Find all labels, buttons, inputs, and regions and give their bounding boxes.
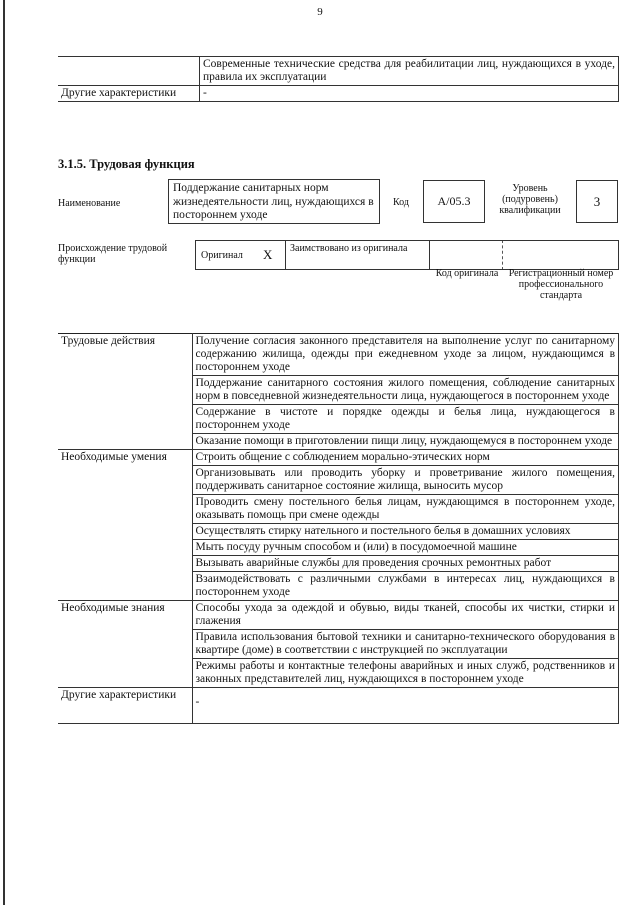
list-item: Получение согласия законного представителя на выполнение услуг по санитарному содержанию жилища, одежды при ежедневном уходе за лицом, нуждающимся в постороннем уходе	[192, 334, 619, 376]
origin-label: Происхождение трудовой функции	[58, 243, 168, 265]
row-label: Другие характеристики	[58, 86, 200, 102]
table-row	[58, 86, 619, 102]
table-row	[58, 57, 619, 86]
function-code-value: А/05.3	[437, 194, 471, 208]
level-label: Уровень (подуровень) квалификации	[499, 183, 561, 216]
function-name-box	[168, 179, 380, 224]
row-text: -	[200, 86, 619, 102]
list-item: Проводить смену постельного белья лицам, нуждающимся в постороннем уходе, оказывать помощь при смене одежды	[192, 495, 619, 524]
list-item: -	[192, 688, 619, 724]
list-item: Мыть посуду ручным способом и (или) в посудомоечной машине	[192, 540, 619, 556]
name-label: Наименование	[58, 198, 121, 209]
continued-requirements-table	[58, 56, 619, 102]
original-cell	[195, 240, 286, 270]
row-label	[58, 57, 200, 86]
page-number: 9	[317, 6, 323, 18]
qualification-level-value: 3	[593, 194, 601, 209]
list-item: Правила использования бытовой техники и санитарно-технического оборудования в квартире (доме) в соответствии с инструкцией по эксплуатации	[192, 630, 619, 659]
table-row	[58, 450, 619, 466]
code-original-label: Код оригинала	[435, 268, 499, 279]
list-item: Содержание в чистоте и порядке одежды и белья лица, нуждающегося в постороннем уходе	[192, 405, 619, 434]
list-item: Организовывать или проводить уборку и проветривание жилого помещения, поддерживать санитарное состояние жилища, выносить мусор	[192, 466, 619, 495]
category-required-skills: Необходимые умения	[58, 450, 192, 601]
list-item: Оказание помощи в приготовлении пищи лицу, нуждающемуся в постороннем уходе	[192, 434, 619, 450]
function-code-box	[423, 180, 485, 223]
list-item: Вызывать аварийные службы для проведения срочных ремонтных работ	[192, 556, 619, 572]
qualification-level-box	[576, 180, 618, 223]
reg-number-cell	[502, 240, 619, 270]
table-row	[58, 688, 619, 724]
reg-number-label: Регистрационный номер профессионального стандарта	[508, 268, 614, 301]
section-title: 3.1.5. Трудовая функция	[58, 157, 195, 171]
borrowed-label: Заимствовано из оригинала	[290, 243, 408, 254]
row-text: Современные технические средства для реабилитации лиц, нуждающихся в уходе, правила их эксплуатации	[200, 57, 619, 86]
list-item: Осуществлять стирку нательного и постельного белья в домашних условиях	[192, 524, 619, 540]
function-name-value: Поддержание санитарных норм жизнедеятельности лиц, нуждающихся в постороннем уходе	[173, 182, 374, 221]
original-mark: X	[263, 247, 273, 262]
list-item: Способы ухода за одеждой и обувью, виды тканей, способы их чистки, стирки и глажения	[192, 601, 619, 630]
code-original-cell	[429, 240, 503, 270]
category-other-characteristics: Другие характеристики	[58, 688, 192, 724]
list-item: Режимы работы и контактные телефоны аварийных и иных служб, родственников и законных представителей лиц, нуждающихся в постороннем уходе	[192, 659, 619, 688]
list-item: Поддержание санитарного состояния жилого помещения, соблюдение санитарных норм в повседневной жизнедеятельности лица, нуждающегося в постороннем уходе	[192, 376, 619, 405]
code-label: Код	[393, 197, 409, 208]
scan-edge-line	[3, 0, 5, 905]
list-item: Строить общение с соблюдением морально-этических норм	[192, 450, 619, 466]
original-label: Оригинал	[201, 250, 243, 261]
category-required-knowledge: Необходимые знания	[58, 601, 192, 688]
category-labor-actions: Трудовые действия	[58, 334, 192, 450]
borrowed-cell	[285, 240, 430, 270]
list-item: Взаимодействовать с различными службами в интересах лиц, нуждающихся в постороннем уходе	[192, 572, 619, 601]
table-row	[58, 334, 619, 376]
table-row	[58, 601, 619, 630]
labor-function-table	[58, 333, 619, 724]
